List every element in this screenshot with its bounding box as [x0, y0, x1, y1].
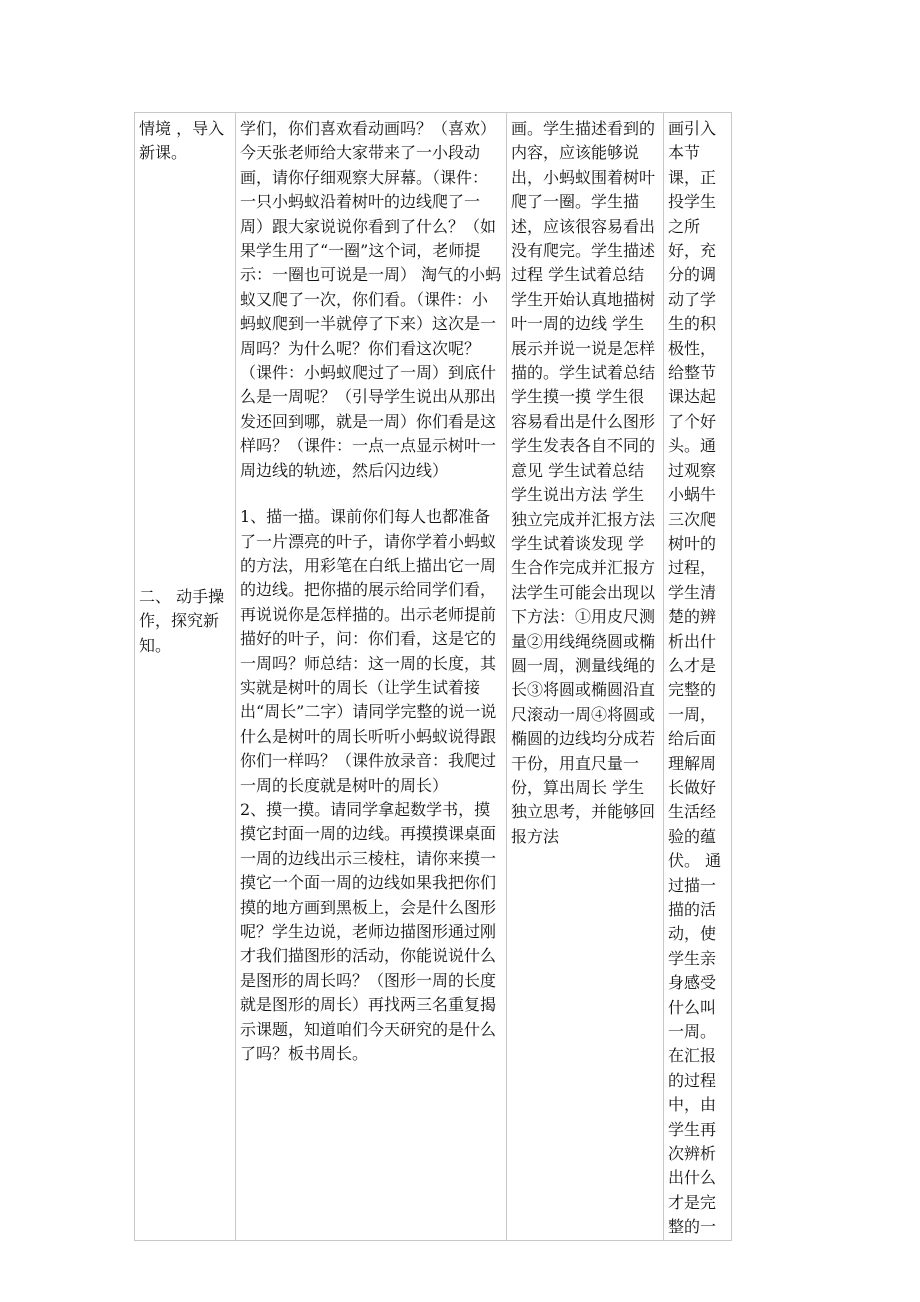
paragraph-gap [240, 483, 503, 505]
stage-section-2: 二、 动手操作，探究新知。 [139, 586, 225, 655]
teacher-activity-cell [236, 113, 507, 1241]
stage-section-1: 情境 ，导入新课。 [139, 119, 225, 163]
lesson-plan-table [134, 112, 732, 1241]
teacher-paragraph-3: 2、摸一摸。请同学拿起数学书，摸摸它封面一周的边线。再摸摸课桌面一周的边线出示三棱柱，请你来摸一摸它一个面一周的边线如果我把你们摸的地方画到黑板上，会是什么图形呢？学生边说，老师边描图形通过刚才我们描图形的活动，你能说说什么是图形的周长吗？（图形一周的长度就是图形的周长）再找两三名重复揭示课题，知道咱们今天研究的是什么了吗？板书周长。 [240, 799, 497, 1064]
table-row [135, 113, 732, 1241]
student-activity-text: 画。学生描述看到的内容，应该能够说出，小蚂蚁围着树叶爬了一圈。学生描述，应该很容易看出没有爬完。学生描述过程 学生试着总结 学生开始认真地描树叶一周的边线 学生展示并说一说是怎样描的。学生试着总结 学生摸一摸 学生很容易看出是什么图形 学生发表各自不同的意见 学生试着总结 学生说出方法 学生独立完成并汇报方法学生试着谈发现 学生合作完成并汇报方法学生可能会出现以下方法：①用皮尺测量②用线绳绕圆或椭圆一周，测量线绳的长③将圆或椭圆沿直尺滚动一周④将圆或椭圆的边线均分成若干份，用直尺量一份，算出周长 学生独立思考，并能够回报方法 [511, 119, 656, 846]
design-intent-text: 画引入本节课，正投学生之所好，充分的调动了学生的积极性，给整节课达起了个好头。通过观察小蜗牛三次爬树叶的过程，学生清楚的辨析出什么才是完整的一周，给后面理解周长做好生活经验的蕴伏。 通过描一描的活动，使学生亲身感受什么叫一周。 在汇报的过程中，由学生再次辨析出什么才是完整的一 [668, 119, 722, 1237]
student-activity-cell [507, 113, 664, 1241]
design-intent-cell [664, 113, 732, 1241]
teacher-paragraph-2: 1、描一描。课前你们每人也都准备了一片漂亮的叶子，请你学着小蚂蚁的方法，用彩笔在白纸上描出它一周的边线。把你描的展示给同学们看，再说说你是怎样描的。出示老师提前描好的叶子，问：你们看，这是它的一周吗？师总结：这一周的长度，其实就是树叶的周长（让学生试着接出“周长”二字）请同学完整的说一说什么是树叶的周长听听小蚂蚁说得跟你们一样吗？（课件放录音：我爬过一周的长度就是树叶的周长） [240, 507, 497, 795]
stage-cell [135, 113, 236, 1241]
teacher-paragraph-1: 学们，你们喜欢看动画吗？（喜欢）今天张老师给大家带来了一小段动画，请你仔细观察大屏幕。（课件：一只小蚂蚁沿着树叶的边线爬了一周）跟大家说说你看到了什么？（如果学生用了“一圈”这个词，老师提示：一圈也可说是一周） 淘气的小蚂蚁又爬了一次，你们看。（课件：小蚂蚁爬到一半就停了下来）这次是一周吗？为什么呢？你们看这次呢？（课件：小蚂蚁爬过了一周）到底什么是一周呢？（引导学生说出从那出发还回到哪，就是一周）你们看是这样吗？（课件：一点一点显示树叶一周边线的轨迹，然后闪边线） [240, 119, 502, 480]
